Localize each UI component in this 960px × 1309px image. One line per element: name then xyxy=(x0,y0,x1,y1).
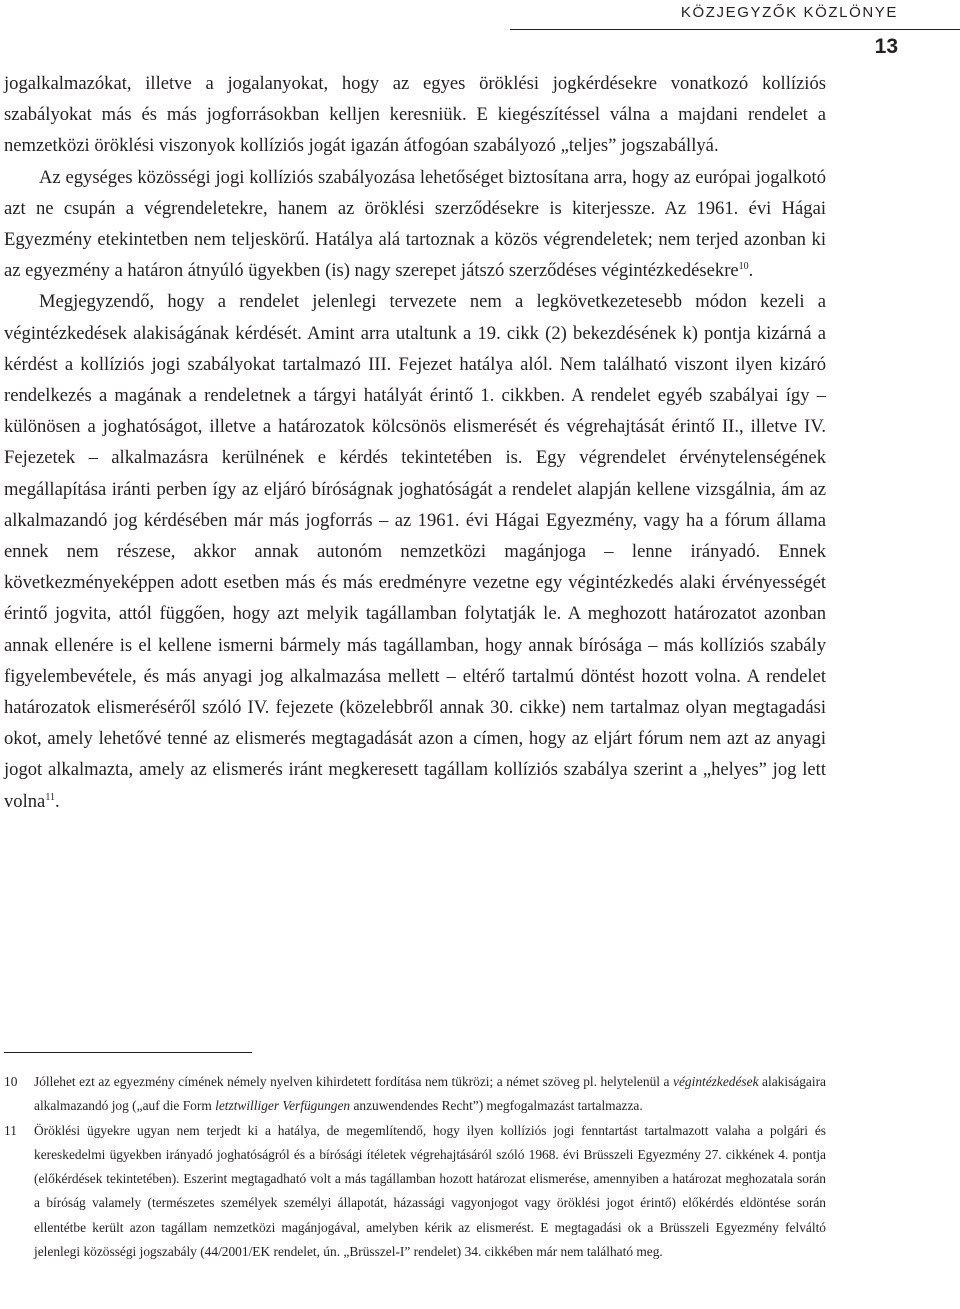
footnote-italic: letztwilliger Verfügungen xyxy=(215,1098,351,1114)
paragraph-1: jogalkalmazókat, illetve a jogalanyokat, hogy az egyes öröklési jogkérdésekre vonatkozó kollíziós szabályokat más és más jogforrásokban kelljen keresniük. E kiegészítéssel válna a majdani rendelet a nemzetközi öröklési viszonyok kollíziós jogát igazán átfogóan szabályozó „teljes” jogszabállyá. xyxy=(4,73,826,157)
page-number: 13 xyxy=(874,35,898,58)
footnote-number: 10 xyxy=(4,1074,18,1089)
footnote-number: 11 xyxy=(4,1122,17,1138)
body-text xyxy=(4,68,826,817)
footnote-text: Öröklési ügyekre ugyan nem terjedt ki a hatálya, de megemlítendő, hogy ilyen kollíziós jogi fenntartást tartalmazott valaha a polgári és kereskedelmi ügyekben irányadó joghatóságról és a bírósági ítéletek végrehajtásáról szóló 1968. évi Brüsszeli Egyezmény 27. cikkének 4. pontja (előkérdések tekintetében). Eszerint megtagadható volt a más tagállamban hozott határozat elismerése, amennyiben a határozat meghozatala során a bíróság valamely (természetes személyek személyi állapotát, házassági vagyonjogot vagy öröklési jogot érintő) előkérdés eldöntése során ellentétbe került azon tagállam nemzetközi magánjogával, amelyben kérik az elismerést. E megtagadási ok a Brüsszeli Egyezmény felváltó jelenlegi közösségi jogszabály (44/2001/EK rendelet, ún. „Brüsszel-I” rendelet) 34. cikkében már nem található meg. xyxy=(34,1122,826,1260)
footnote-ref-10[interactable]: 10 xyxy=(738,261,749,273)
footnote-10 xyxy=(4,1070,826,1119)
footnote-italic: végintézkedések xyxy=(673,1074,759,1089)
footnote-separator xyxy=(4,1052,252,1053)
footnote-11 xyxy=(4,1119,826,1265)
paragraph-3-text: Megjegyzendő, hogy a rendelet jelenlegi tervezete nem a legkövetkezetesebb módon kezeli a végintézkedések alakiságának kérdését. Amint arra utaltunk a 19. cikk (2) bekezdésének k) pontja kizárná a kérdést a kollíziós jogi szabályokat tartalmazó III. Fejezet hatálya alól. Nem található viszont ilyen kizáró rendelkezés a magának a rendeletnek a tárgyi hatályát érintő 1. cikkben. A rendelet egyéb szabályai így – különösen a joghatóságot, illetve a határozatok kölcsönös elismerését és végrehajtását érintő II., illetve IV. Fejezetek – alkalmazásra kerülnének e kérdés tekintetében is. Egy végrendelet érvénytelenségének megállapítása iránti perben így az eljáró bíróságnak joghatóságát a rendelet alapján kellene vizsgálnia, ám az alkalmazandó jog kérdésében már más jogforrás – az 1961. évi Hágai Egyezmény, vagy ha a fórum állama ennek nem részese, akkor annak autonóm nemzetközi magánjoga – lenne irányadó. Ennek következményeképpen adott esetben más és más eredményre vezetne egy végintézkedés alaki érvényességét érintő jogvita, attól függően, hogy azt melyik tagállamban folytatják le. A meghozott határozatot azonban annak ellenére is el kellene ismerni bármely más tagállamban, hogy annak bírósága – más kollíziós szabály figyelembevétele, és más anyagi jog alkalmazása mellett – eltérő tartalmú döntést hozott volna. A rendelet határozatok elismeréséről szóló IV. fejezete (közelebbről annak 30. cikke) nem tartalmaz olyan megtagadási okot, amely lehetővé tenné az elismerés megtagadását azon a címen, hogy az eljárt fórum nem azt az anyagi jogot alkalmazta, amely az elismerés iránt megkeresett tagállam kollíziós szabálya szerint a „helyes” jog lett volna xyxy=(4,291,826,812)
paragraph-2-end: . xyxy=(748,260,754,282)
paragraph-2 xyxy=(4,162,826,287)
header-rule xyxy=(510,29,960,30)
footnote-ref-11[interactable]: 11 xyxy=(45,791,55,803)
paragraph-2-text: Az egységes közösségi jogi kollíziós szabályozása lehetőséget biztosítana arra, hogy az európai jogalkotó azt ne csupán a végrendeletekre, hanem az öröklési szerződésekre is kiterjessze. Az 1961. évi Hágai Egyezmény etekintetben nem teljeskörű. Hatálya alá tartoznak a közös végrendeletek; nem terjed azonban ki az egyezmény a határon átnyúló ügyekben (is) nagy szerepet játszó szerződéses végintézkedésekre xyxy=(4,166,826,282)
paragraph-3-end: . xyxy=(54,790,60,812)
footnote-text-part: Jóllehet ezt az egyezmény címének némely nyelven kihirdetett fordítása nem tükrözi; a német szöveg pl. helytelenül a xyxy=(34,1074,674,1089)
paragraph-3 xyxy=(4,286,826,816)
footnotes xyxy=(4,1070,826,1264)
journal-title: KÖZJEGYZŐK KÖZLÖNYE xyxy=(680,4,898,21)
footnote-text-part: anzuwendendes Recht”) megfogalmazást tartalmazza. xyxy=(350,1098,643,1114)
footnote-text-part: alakiságaira alkalmazandó jog („auf die Form xyxy=(34,1074,826,1114)
footnote-text xyxy=(34,1070,826,1119)
